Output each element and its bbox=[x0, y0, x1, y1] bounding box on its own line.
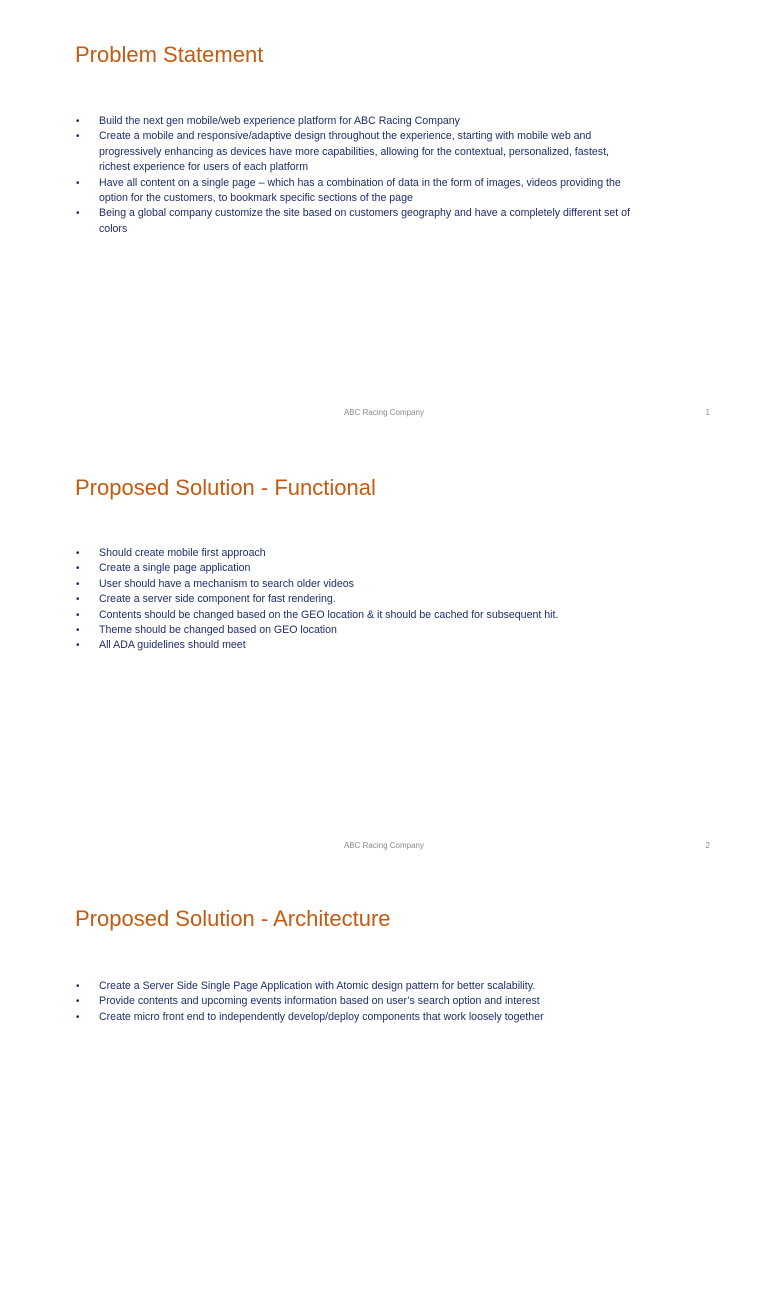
list-item bbox=[76, 1010, 636, 1025]
bullet-icon: • bbox=[76, 548, 80, 559]
slide-title: Problem Statement bbox=[75, 42, 264, 67]
slide-1 bbox=[0, 0, 768, 433]
bullet-icon: • bbox=[76, 640, 80, 652]
bullet-text: Should create mobile first approach bbox=[99, 547, 266, 559]
bullet-icon: • bbox=[76, 563, 80, 575]
bullet-text: Build the next gen mobile/web experience platform for ABC Racing Company bbox=[99, 115, 460, 127]
bullet-icon: • bbox=[76, 131, 80, 143]
list-item bbox=[76, 129, 636, 175]
list-item bbox=[76, 206, 636, 237]
bullet-text: All ADA guidelines should meet bbox=[99, 639, 246, 652]
list-item bbox=[76, 577, 636, 592]
page-number: 1 bbox=[705, 408, 710, 417]
bullet-list bbox=[76, 546, 636, 654]
slide-title: Proposed Solution - Functional bbox=[75, 475, 376, 500]
bullet-list bbox=[76, 979, 636, 1025]
list-item bbox=[76, 608, 636, 623]
bullet-icon: • bbox=[76, 177, 80, 189]
bullet-icon: • bbox=[76, 578, 80, 590]
bullet-text: User should have a mechanism to search older videos bbox=[99, 577, 354, 590]
bullet-icon: • bbox=[76, 208, 80, 220]
slide-footer: ABC Racing Company bbox=[343, 408, 425, 417]
list-item bbox=[76, 638, 636, 653]
slide-3 bbox=[0, 866, 768, 1299]
bullet-text: Create micro front end to independently develop/deploy components that work loosely together bbox=[99, 1010, 544, 1023]
bullet-list bbox=[76, 114, 636, 237]
list-item bbox=[76, 546, 636, 561]
bullet-text: Provide contents and upcoming events information based on user’s search option and interest bbox=[99, 995, 540, 1008]
bullet-text: Contents should be changed based on the GEO location & it should be cached for subsequent hit. bbox=[99, 608, 559, 621]
bullet-text: Have all content on a single page – which has a combination of data in the form of images, videos providing the option for the customers, to bookmark specific sections of the page bbox=[99, 176, 621, 205]
bullet-text: Create a mobile and responsive/adaptive design throughout the experience, starting with mobile web and progressively enhancing as devices have more capabilities, allowing for the contextual, personalized, fastest, richest experience for users of each platform bbox=[99, 130, 609, 174]
bullet-icon: • bbox=[76, 625, 80, 637]
bullet-icon: • bbox=[76, 594, 80, 606]
bullet-text: Theme should be changed based on GEO location bbox=[99, 624, 337, 637]
list-item bbox=[76, 979, 636, 994]
bullet-icon: • bbox=[76, 996, 80, 1008]
page-number: 2 bbox=[705, 841, 710, 850]
list-item bbox=[76, 994, 636, 1009]
slide-footer: ABC Racing Company bbox=[343, 841, 425, 850]
list-item bbox=[76, 176, 636, 207]
bullet-icon: • bbox=[76, 1011, 80, 1023]
slide-2 bbox=[0, 433, 768, 866]
list-item bbox=[76, 623, 636, 638]
list-item bbox=[76, 561, 636, 576]
bullet-icon: • bbox=[76, 116, 80, 127]
list-item bbox=[76, 592, 636, 607]
bullet-icon: • bbox=[76, 981, 80, 992]
list-item bbox=[76, 114, 636, 129]
bullet-text: Create a single page application bbox=[99, 562, 251, 575]
bullet-text: Create a Server Side Single Page Application with Atomic design pattern for better scalability. bbox=[99, 980, 536, 992]
bullet-text: Being a global company customize the site based on customers geography and have a completely different set of colors bbox=[99, 207, 630, 235]
bullet-text: Create a server side component for fast rendering. bbox=[99, 593, 336, 606]
bullet-icon: • bbox=[76, 609, 80, 621]
slide-title: Proposed Solution - Architecture bbox=[75, 906, 391, 931]
